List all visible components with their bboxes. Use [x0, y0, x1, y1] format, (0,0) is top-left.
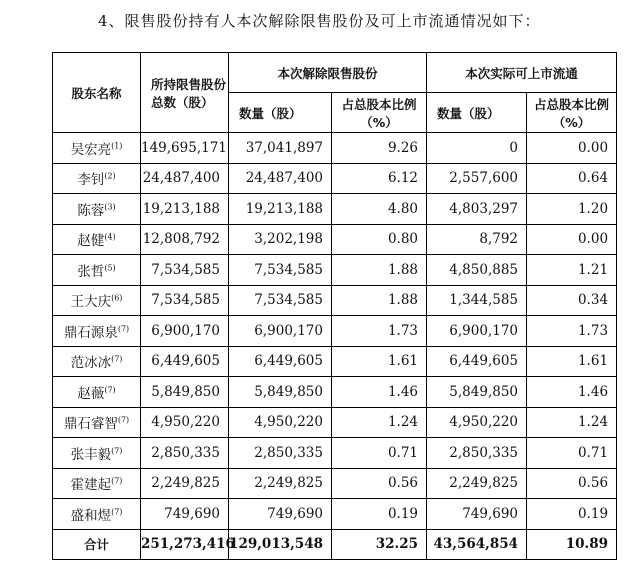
shareholder-name: 张丰毅 [70, 446, 112, 463]
footnote-marker: (5) [104, 263, 116, 273]
released-pct-cell: 1.73 [332, 316, 427, 347]
tradable-pct-cell: 1.21 [527, 255, 617, 286]
tradable-pct-cell: 0.64 [527, 163, 617, 194]
shareholder-name-cell [53, 255, 141, 286]
released-pct-cell: 0.56 [332, 468, 427, 499]
table-row [53, 194, 617, 225]
released-qty-cell: 749,690 [229, 499, 332, 530]
shareholder-name-cell [53, 133, 141, 164]
shareholder-name: 赵健 [77, 233, 105, 250]
col-header-restricted-total: 所持限售股份总数（股） [141, 53, 229, 133]
shareholder-name-cell [53, 194, 141, 225]
footnote-marker: (6) [111, 293, 123, 303]
footnote-marker: (7) [111, 507, 123, 517]
shareholder-name-cell [53, 468, 141, 499]
released-qty-cell: 2,850,335 [229, 438, 332, 469]
footnote-marker: (7) [111, 476, 123, 486]
shareholder-name: 鼎石睿智 [63, 416, 118, 433]
release-table [52, 52, 617, 560]
table-row [53, 407, 617, 438]
col-header-released-group: 本次解除限售股份 [229, 53, 427, 93]
released-pct-cell: 0.71 [332, 438, 427, 469]
footnote-marker: (3) [104, 202, 116, 212]
released-pct-cell: 0.80 [332, 224, 427, 255]
shareholder-name-cell [53, 407, 141, 438]
col-header-tradable-group: 本次实际可上市流通 [427, 53, 617, 93]
footnote-marker: (7) [104, 385, 116, 395]
restricted-total-cell: 5,849,850 [141, 377, 229, 408]
tradable-pct-cell: 0.00 [527, 133, 617, 164]
tradable-pct-cell: 1.24 [527, 407, 617, 438]
shareholder-name: 霍建起 [70, 477, 112, 494]
table-row [53, 133, 617, 164]
table-row [53, 377, 617, 408]
shareholder-name: 鼎石源泉 [63, 324, 118, 341]
released-pct-cell: 6.12 [332, 163, 427, 194]
tradable-pct-cell: 1.61 [527, 346, 617, 377]
tradable-qty-cell: 4,950,220 [427, 407, 527, 438]
shareholder-name: 盛和煜 [70, 507, 112, 524]
table-row [53, 163, 617, 194]
table-row [53, 438, 617, 469]
shareholder-name-cell [53, 224, 141, 255]
total-released-qty-cell: 129,013,548 [229, 529, 332, 560]
restricted-total-cell: 149,695,171 [141, 133, 229, 164]
tradable-qty-cell: 2,850,335 [427, 438, 527, 469]
shareholder-name: 赵薇 [77, 385, 105, 402]
shareholder-name: 陈蓉 [77, 202, 105, 219]
restricted-total-cell: 4,950,220 [141, 407, 229, 438]
section-heading: 4、限售股份持有人本次解除限售股份及可上市流通情况如下： [98, 12, 541, 30]
footnote-marker: (7) [111, 446, 123, 456]
restricted-total-cell: 6,900,170 [141, 316, 229, 347]
restricted-total-cell: 19,213,188 [141, 194, 229, 225]
tradable-pct-cell: 1.46 [527, 377, 617, 408]
total-tradable-pct-cell: 10.89 [527, 529, 617, 560]
table-body [53, 133, 617, 560]
table-row [53, 255, 617, 286]
shareholder-name-cell [53, 499, 141, 530]
col-header-shareholder: 股东名称 [53, 53, 141, 133]
restricted-total-cell: 7,534,585 [141, 285, 229, 316]
released-qty-cell: 6,449,605 [229, 346, 332, 377]
shareholder-name: 范冰冰 [70, 355, 112, 372]
shareholder-name: 王大庆 [70, 294, 112, 311]
tradable-qty-cell: 4,803,297 [427, 194, 527, 225]
tradable-qty-cell: 2,557,600 [427, 163, 527, 194]
tradable-pct-cell: 1.73 [527, 316, 617, 347]
shareholder-name-cell [53, 377, 141, 408]
released-qty-cell: 7,534,585 [229, 255, 332, 286]
tradable-qty-cell: 6,900,170 [427, 316, 527, 347]
tradable-qty-cell: 4,850,885 [427, 255, 527, 286]
shareholder-name: 李钊 [77, 172, 105, 189]
tradable-pct-cell: 0.00 [527, 224, 617, 255]
tradable-pct-cell: 0.19 [527, 499, 617, 530]
shareholder-name-cell [53, 163, 141, 194]
table-row [53, 468, 617, 499]
released-qty-cell: 19,213,188 [229, 194, 332, 225]
released-qty-cell: 2,249,825 [229, 468, 332, 499]
shareholder-name-cell [53, 346, 141, 377]
total-released-pct-cell: 32.25 [332, 529, 427, 560]
released-qty-cell: 3,202,198 [229, 224, 332, 255]
footnote-marker: (4) [104, 232, 116, 242]
shareholder-name-cell [53, 438, 141, 469]
shareholder-name-cell [53, 285, 141, 316]
tradable-pct-cell: 1.20 [527, 194, 617, 225]
released-pct-cell: 1.88 [332, 255, 427, 286]
released-qty-cell: 4,950,220 [229, 407, 332, 438]
released-pct-cell: 4.80 [332, 194, 427, 225]
total-label: 合计 [53, 529, 141, 560]
restricted-total-cell: 2,850,335 [141, 438, 229, 469]
col-header-released-qty: 数量（股） [229, 93, 332, 133]
tradable-qty-cell: 5,849,850 [427, 377, 527, 408]
released-pct-cell: 9.26 [332, 133, 427, 164]
footnote-marker: (2) [104, 171, 116, 181]
total-restricted-total-cell: 251,273,416 [141, 529, 229, 560]
tradable-qty-cell: 0 [427, 133, 527, 164]
table-row [53, 499, 617, 530]
table-row [53, 346, 617, 377]
footnote-marker: (7) [117, 324, 130, 334]
tradable-qty-cell: 8,792 [427, 224, 527, 255]
col-header-tradable-pct: 占总股本比例（%） [527, 93, 617, 133]
released-qty-cell: 5,849,850 [229, 377, 332, 408]
restricted-total-cell: 12,808,792 [141, 224, 229, 255]
table-row [53, 224, 617, 255]
col-header-released-pct: 占总股本比例（%） [332, 93, 427, 133]
released-pct-cell: 1.61 [332, 346, 427, 377]
tradable-qty-cell: 2,249,825 [427, 468, 527, 499]
tradable-pct-cell: 0.56 [527, 468, 617, 499]
restricted-total-cell: 749,690 [141, 499, 229, 530]
col-header-tradable-qty: 数量（股） [427, 93, 527, 133]
tradable-pct-cell: 0.34 [527, 285, 617, 316]
total-tradable-qty-cell: 43,564,854 [427, 529, 527, 560]
released-pct-cell: 1.24 [332, 407, 427, 438]
footnote-marker: (7) [117, 415, 130, 425]
total-row [53, 529, 617, 560]
released-pct-cell: 0.19 [332, 499, 427, 530]
tradable-pct-cell: 0.71 [527, 438, 617, 469]
released-qty-cell: 7,534,585 [229, 285, 332, 316]
tradable-qty-cell: 1,344,585 [427, 285, 527, 316]
footnote-marker: (1) [111, 141, 123, 151]
restricted-total-cell: 2,249,825 [141, 468, 229, 499]
shareholder-name: 张哲 [77, 263, 105, 280]
released-pct-cell: 1.46 [332, 377, 427, 408]
released-qty-cell: 37,041,897 [229, 133, 332, 164]
shareholder-name-cell [53, 316, 141, 347]
table-row [53, 285, 617, 316]
restricted-total-cell: 6,449,605 [141, 346, 229, 377]
shareholder-name: 吴宏亮 [70, 141, 112, 158]
released-qty-cell: 24,487,400 [229, 163, 332, 194]
released-pct-cell: 1.88 [332, 285, 427, 316]
tradable-qty-cell: 6,449,605 [427, 346, 527, 377]
table-row [53, 316, 617, 347]
restricted-total-cell: 24,487,400 [141, 163, 229, 194]
footnote-marker: (7) [111, 354, 123, 364]
restricted-total-cell: 7,534,585 [141, 255, 229, 286]
released-qty-cell: 6,900,170 [229, 316, 332, 347]
tradable-qty-cell: 749,690 [427, 499, 527, 530]
